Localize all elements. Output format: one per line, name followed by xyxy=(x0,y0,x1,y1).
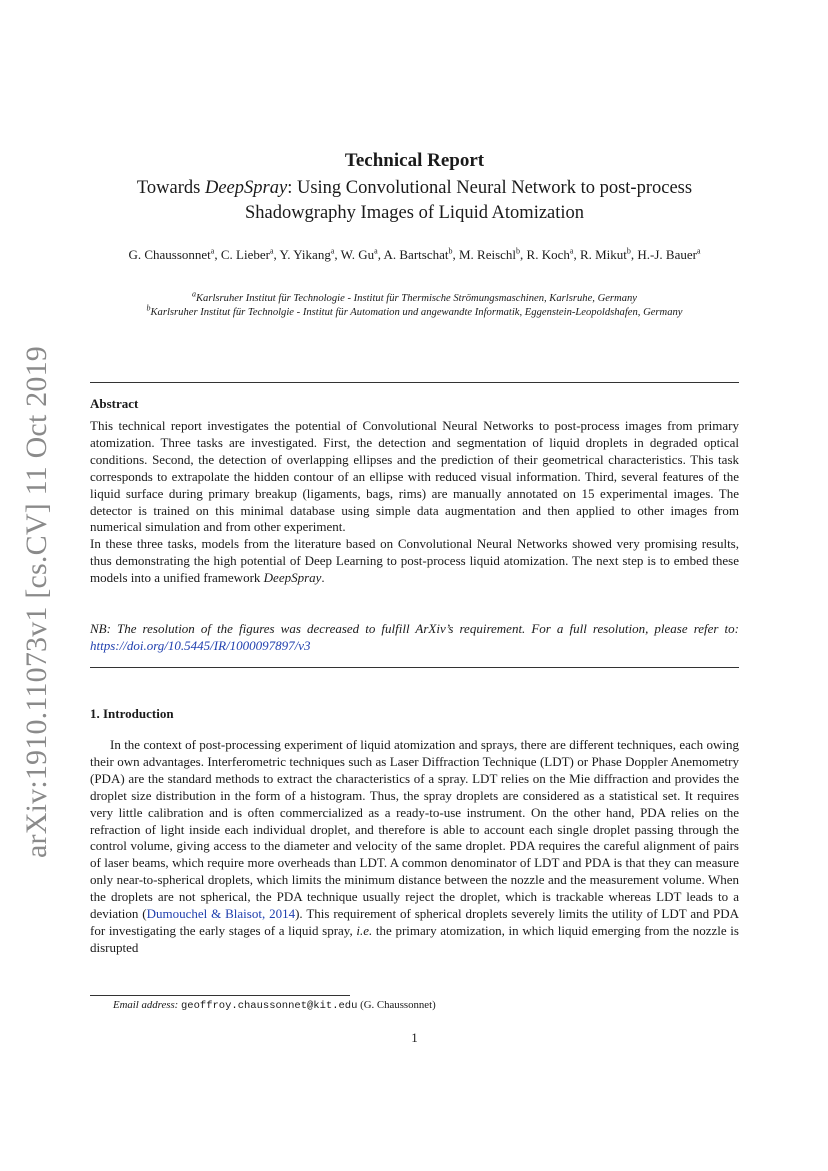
report-label: Technical Report xyxy=(344,150,485,171)
author-affiliation-mark: b xyxy=(448,246,453,256)
author-name: A. Bartschat xyxy=(383,247,449,262)
abstract-body xyxy=(90,418,739,587)
author-affiliation-mark: a xyxy=(374,246,378,256)
citation-link[interactable]: Dumouchel & Blaisot, 2014 xyxy=(146,906,296,922)
affiliation-b: $^b$Karlsruher Institut für Technolgie - Institut für Automation und angewandte Informatik, Eggenstein-Leopoldshafen, Germany xyxy=(146,302,683,318)
title-italic: DeepSpray xyxy=(204,178,288,198)
author-name: R. Koch xyxy=(526,247,570,262)
title-prefix: Towards xyxy=(136,178,205,198)
author-affiliation-mark: a xyxy=(696,246,701,256)
abstract-heading: Abstract xyxy=(90,396,139,411)
author-name: G. Chaussonnet xyxy=(128,247,211,262)
author-affiliation-mark: a xyxy=(330,246,335,256)
author-name: Y. Yikang xyxy=(279,247,331,262)
affiliations xyxy=(90,289,739,319)
author-name: C. Lieber xyxy=(220,247,270,262)
author-affiliation-mark: b xyxy=(626,246,631,256)
doi-link[interactable]: https://doi.org/10.5445/IR/1000097897/v3 xyxy=(90,637,311,653)
author-name: M. Reischl xyxy=(458,247,517,262)
email-address[interactable]: geoffroy.chaussonnet@kit.edu xyxy=(180,1000,358,1012)
footnote-rule xyxy=(90,995,350,996)
section-heading-introduction: 1. Introduction xyxy=(90,706,174,721)
author-affiliation-mark: a xyxy=(569,246,574,256)
bottom-rule xyxy=(90,667,739,668)
author-list: G. Chaussonnet$^a$, C. Lieber$^a$, Y. Yikang$^a$, W. Gu$^a$, A. Bartschat$^b$, M. Reischl$^b$, R. Koch$^a$, R. Mikut$^b$, H.-J. Bauer$^a$ xyxy=(128,246,701,262)
author-affiliation-mark: b xyxy=(516,246,521,256)
author-name: H.-J. Bauer xyxy=(637,247,697,262)
author-name: R. Mikut xyxy=(579,247,627,262)
introduction-body: In the context of post-processing experiment of liquid atomization and sprays, there are different techniques, each owing their own advantages. Interferometric techniques such as Laser Diffraction Technique (LDT) or Phase Doppler Anemometry (PDA) are the standard methods to extract the characteristics of a spray. LDT relies on the Mie diffraction and provides the droplet size distribution in the form of a histogram. Thus, the spray droplets are considered as a statistical set. It requires very little calibration and is often commercialized as a ready-to-use instrument. On the other hand, PDA relies on the refraction of light inside each individual droplet, and therefore is able to account each single droplet passing through the control volume, giving access to the diameter and velocity of the same droplet. PDA requires the careful alignment of pairs of laser beams, which require more overheads than LDT. A common denominator of LDT and PDA is that they can measure only near-to-spherical droplets, which limits the minimum distance between the nozzle and the measurement volume. When the droplets are not spherical, the PDA technique usually reject the droplet, which is trackable whereas LDT leads to a deviation (Dumouchel & Blaisot, 2014). This requirement of spherical droplets severely limits the utility of LDT and PDA for investigating the early stages of a liquid spray, i.e. the primary atomization, in which liquid emerging from the nozzle is disrupted xyxy=(90,737,739,955)
abstract-paragraph-2: In these three tasks, models from the literature based on Convolutional Neural Networks showed very promising results, thus demonstrating the high potential of Deep Learning to post-process liquid atomization. The next step is to embed these models into a unified framework DeepSpray. xyxy=(90,536,739,586)
author-affiliation-mark: a xyxy=(210,246,215,256)
author-name: W. Gu xyxy=(340,247,375,262)
title-suffix: : Using Convolutional Neural Network to post-process Shadowgraphy Images of Liquid Atomization xyxy=(244,178,693,223)
arxiv-identifier: arXiv:1910.11073v1 [cs.CV] 11 Oct 2019 xyxy=(20,346,53,858)
abstract-paragraph-1: This technical report investigates the potential of Convolutional Neural Networks to post-process images from primary atomization. Three tasks are investigated. First, the detection and segmentation of liquid droplets in degraded optical conditions. Second, the detection of overlapping ellipses and the prediction of their geometrical characteristics. This task corresponds to extrapolate the hidden contour of an ellipse with reduced visual information. Third, several features of the liquid surface during primary breakup (ligaments, bags, rims) are manually annotated on 15 experimental images. The detector is trained on this minimal database using simple data augmentation and then applied to other images from numerical simulation and from other experiment. xyxy=(90,418,739,535)
affiliation-a: $^a$Karlsruher Institut für Technologie - Institut für Thermische Strömungsmaschinen, Karlsruhe, Germany xyxy=(191,289,637,304)
top-rule xyxy=(90,382,739,383)
footnote: Email address: geoffroy.chaussonnet@kit.edu (G. Chaussonnet) xyxy=(113,999,436,1012)
paper-title xyxy=(90,176,739,226)
resolution-note: NB: The resolution of the figures was decreased to fulfill ArXiv’s requirement. For a full resolution, please refer to: https://doi.org/10.5445/IR/1000097897/v3 xyxy=(90,621,739,653)
page-number: 1 xyxy=(411,1030,418,1045)
author-affiliation-mark: a xyxy=(269,246,274,256)
